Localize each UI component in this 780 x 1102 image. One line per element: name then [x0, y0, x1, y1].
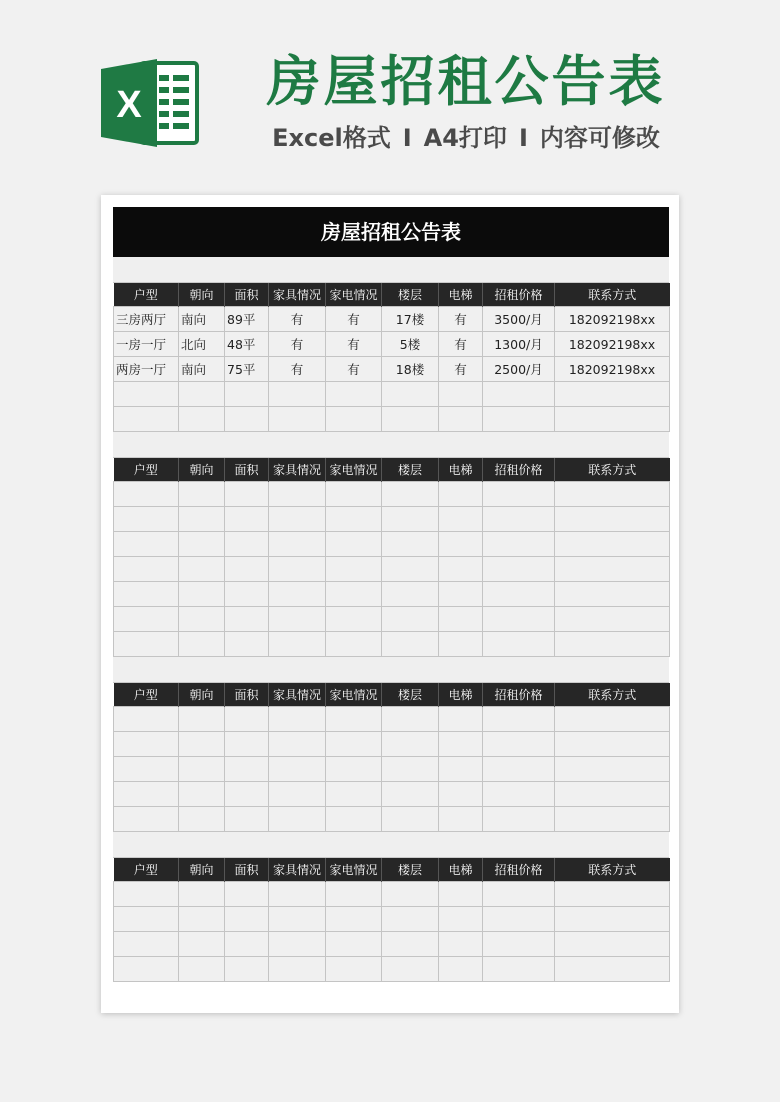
table-cell[interactable]: [483, 482, 555, 507]
table-cell[interactable]: 有: [439, 357, 483, 382]
table-cell[interactable]: [483, 557, 555, 582]
table-cell[interactable]: [483, 507, 555, 532]
table-cell[interactable]: [225, 707, 269, 732]
table-cell[interactable]: [114, 482, 179, 507]
table-cell[interactable]: 一房一厅: [114, 332, 179, 357]
spreadsheet: [113, 207, 669, 982]
subtitle-editable: 内容可修改: [539, 124, 660, 152]
table-cell[interactable]: [179, 557, 225, 582]
table-cell[interactable]: [326, 782, 382, 807]
rental-table: [113, 458, 670, 657]
column-header: 朝向: [179, 683, 225, 707]
table-cell[interactable]: [326, 707, 382, 732]
subtitle-separator: I: [518, 124, 528, 152]
column-header: 家电情况: [326, 858, 382, 882]
table-cell[interactable]: [326, 757, 382, 782]
table-cell[interactable]: [179, 407, 225, 432]
table-cell[interactable]: [114, 732, 179, 757]
column-header: 户型: [114, 683, 179, 707]
column-header: 家电情况: [326, 458, 382, 482]
table-cell[interactable]: 有: [269, 332, 326, 357]
column-header: 户型: [114, 458, 179, 482]
table-cell[interactable]: [382, 907, 439, 932]
column-header: 朝向: [179, 858, 225, 882]
table-cell[interactable]: [225, 507, 269, 532]
table-header-row: [114, 458, 670, 482]
table-cell[interactable]: 3500/月: [483, 307, 555, 332]
table-cell[interactable]: 南向: [179, 307, 225, 332]
table-cell[interactable]: [555, 382, 670, 407]
table-cell[interactable]: [179, 907, 225, 932]
table-row: [114, 407, 670, 432]
table-cell[interactable]: [114, 807, 179, 832]
table-cell[interactable]: [555, 757, 670, 782]
table-cell[interactable]: [114, 582, 179, 607]
table-cell[interactable]: 北向: [179, 332, 225, 357]
table-header-row: [114, 858, 670, 882]
table-cell[interactable]: [382, 757, 439, 782]
page-subtitle: [256, 122, 676, 154]
table-cell[interactable]: [555, 607, 670, 632]
table-cell[interactable]: 有: [439, 332, 483, 357]
column-header: 联系方式: [555, 858, 670, 882]
column-header: 楼层: [382, 858, 439, 882]
rental-table: [113, 858, 670, 982]
table-cell[interactable]: [382, 557, 439, 582]
table-row: [114, 632, 670, 657]
subtitle-format: Excel格式: [272, 124, 391, 152]
table-cell[interactable]: [439, 807, 483, 832]
table-cell[interactable]: [179, 807, 225, 832]
column-header: 联系方式: [555, 683, 670, 707]
table-row: [114, 332, 670, 357]
table-cell[interactable]: [114, 382, 179, 407]
table-cell[interactable]: [326, 882, 382, 907]
table-cell[interactable]: [269, 582, 326, 607]
section-spacer: [113, 657, 669, 683]
table-cell[interactable]: [114, 932, 179, 957]
table-cell[interactable]: [483, 957, 555, 982]
table-cell[interactable]: [114, 882, 179, 907]
table-cell[interactable]: 48平: [225, 332, 269, 357]
table-cell[interactable]: [269, 632, 326, 657]
table-cell[interactable]: [439, 757, 483, 782]
table-cell[interactable]: [555, 707, 670, 732]
table-cell[interactable]: [555, 482, 670, 507]
table-cell[interactable]: [382, 632, 439, 657]
subtitle-print: A4打印: [423, 124, 507, 152]
table-cell[interactable]: 有: [326, 357, 382, 382]
table-cell[interactable]: [179, 882, 225, 907]
column-header: 家具情况: [269, 858, 326, 882]
table-row: [114, 382, 670, 407]
table-cell[interactable]: [382, 582, 439, 607]
column-header: 电梯: [439, 283, 483, 307]
column-header: 电梯: [439, 458, 483, 482]
table-cell[interactable]: [225, 582, 269, 607]
table-cell[interactable]: [179, 732, 225, 757]
table-row: [114, 907, 670, 932]
rental-table: [113, 683, 670, 832]
table-cell[interactable]: [555, 407, 670, 432]
column-header: 招租价格: [483, 283, 555, 307]
table-cell[interactable]: [555, 732, 670, 757]
table-cell[interactable]: [269, 757, 326, 782]
table-row: [114, 507, 670, 532]
table-cell[interactable]: [179, 507, 225, 532]
table-cell[interactable]: [326, 907, 382, 932]
table-cell[interactable]: [483, 407, 555, 432]
table-cell[interactable]: [439, 782, 483, 807]
table-cell[interactable]: [269, 532, 326, 557]
table-cell[interactable]: [555, 782, 670, 807]
column-header: 电梯: [439, 858, 483, 882]
table-row: [114, 807, 670, 832]
table-cell[interactable]: [439, 932, 483, 957]
table-cell[interactable]: 有: [269, 357, 326, 382]
column-header: 招租价格: [483, 458, 555, 482]
table-cell[interactable]: [179, 632, 225, 657]
table-cell[interactable]: [439, 482, 483, 507]
table-cell[interactable]: [555, 957, 670, 982]
table-cell[interactable]: [326, 932, 382, 957]
table-cell[interactable]: [225, 957, 269, 982]
table-cell[interactable]: [114, 557, 179, 582]
table-row: [114, 582, 670, 607]
column-header: 招租价格: [483, 683, 555, 707]
table-cell[interactable]: [269, 807, 326, 832]
table-row: [114, 732, 670, 757]
table-cell[interactable]: [269, 607, 326, 632]
table-cell[interactable]: [326, 482, 382, 507]
table-cell[interactable]: [483, 707, 555, 732]
column-header: 家电情况: [326, 283, 382, 307]
table-header-row: [114, 283, 670, 307]
table-cell[interactable]: [326, 557, 382, 582]
table-cell[interactable]: [114, 607, 179, 632]
table-cell[interactable]: [439, 957, 483, 982]
table-cell[interactable]: [382, 532, 439, 557]
table-cell[interactable]: [483, 607, 555, 632]
table-cell[interactable]: [179, 957, 225, 982]
table-cell[interactable]: 有: [326, 307, 382, 332]
table-cell[interactable]: 有: [269, 307, 326, 332]
table-cell[interactable]: [439, 882, 483, 907]
table-cell[interactable]: 2500/月: [483, 357, 555, 382]
table-cell[interactable]: [225, 532, 269, 557]
table-cell[interactable]: [382, 607, 439, 632]
table-cell[interactable]: [114, 407, 179, 432]
table-cell[interactable]: 三房两厅: [114, 307, 179, 332]
table-cell[interactable]: [555, 632, 670, 657]
table-cell[interactable]: 5楼: [382, 332, 439, 357]
table-row: [114, 532, 670, 557]
column-header: 联系方式: [555, 283, 670, 307]
table-cell[interactable]: 182092198xx: [555, 332, 670, 357]
column-header: 招租价格: [483, 858, 555, 882]
table-cell[interactable]: [179, 707, 225, 732]
table-cell[interactable]: [179, 532, 225, 557]
table-cell[interactable]: [439, 582, 483, 607]
excel-logo-icon: [101, 57, 199, 149]
table-row: [114, 357, 670, 382]
column-header: 朝向: [179, 458, 225, 482]
column-header: 户型: [114, 283, 179, 307]
rental-table: [113, 283, 670, 432]
subtitle-separator: I: [402, 124, 412, 152]
table-cell[interactable]: [382, 882, 439, 907]
table-cell[interactable]: [483, 932, 555, 957]
table-cell[interactable]: [382, 932, 439, 957]
table-cell[interactable]: [555, 932, 670, 957]
column-header: 面积: [225, 858, 269, 882]
table-cell[interactable]: [439, 382, 483, 407]
table-cell[interactable]: [439, 407, 483, 432]
table-cell[interactable]: [382, 807, 439, 832]
table-cell[interactable]: [269, 782, 326, 807]
table-cell[interactable]: [439, 507, 483, 532]
table-cell[interactable]: [225, 382, 269, 407]
table-cell[interactable]: [555, 507, 670, 532]
table-row: [114, 557, 670, 582]
table-cell[interactable]: [179, 482, 225, 507]
column-header: 联系方式: [555, 458, 670, 482]
table-cell[interactable]: [326, 957, 382, 982]
column-header: 电梯: [439, 683, 483, 707]
table-cell[interactable]: [114, 907, 179, 932]
table-cell[interactable]: [555, 557, 670, 582]
column-header: 面积: [225, 458, 269, 482]
column-header: 户型: [114, 858, 179, 882]
table-cell[interactable]: [269, 382, 326, 407]
table-cell[interactable]: 南向: [179, 357, 225, 382]
table-cell[interactable]: [483, 582, 555, 607]
table-cell[interactable]: [179, 382, 225, 407]
table-row: [114, 482, 670, 507]
table-cell[interactable]: [382, 732, 439, 757]
table-cell[interactable]: [555, 882, 670, 907]
table-cell[interactable]: 89平: [225, 307, 269, 332]
table-cell[interactable]: [114, 782, 179, 807]
table-row: [114, 957, 670, 982]
table-cell[interactable]: [439, 907, 483, 932]
table-cell[interactable]: [269, 957, 326, 982]
table-cell[interactable]: [269, 732, 326, 757]
table-cell[interactable]: 182092198xx: [555, 357, 670, 382]
table-cell[interactable]: [483, 732, 555, 757]
table-cell[interactable]: [269, 407, 326, 432]
table-cell[interactable]: [382, 707, 439, 732]
table-cell[interactable]: [326, 582, 382, 607]
table-row: [114, 932, 670, 957]
table-cell[interactable]: [225, 632, 269, 657]
column-header: 面积: [225, 683, 269, 707]
page-title: 房屋招租公告表: [266, 50, 666, 113]
section-spacer: [113, 257, 669, 283]
table-cell[interactable]: [114, 757, 179, 782]
table-cell[interactable]: [225, 932, 269, 957]
sheet-title: 房屋招租公告表: [113, 207, 669, 257]
paper-sheet: [101, 195, 679, 1013]
column-header: 家电情况: [326, 683, 382, 707]
table-cell[interactable]: [326, 732, 382, 757]
table-cell[interactable]: [483, 382, 555, 407]
table-cell[interactable]: [179, 607, 225, 632]
table-cell[interactable]: [225, 907, 269, 932]
table-cell[interactable]: [439, 532, 483, 557]
table-cell[interactable]: [179, 782, 225, 807]
table-cell[interactable]: [326, 807, 382, 832]
column-header: 楼层: [382, 683, 439, 707]
table-cell[interactable]: [225, 757, 269, 782]
table-cell[interactable]: [483, 632, 555, 657]
table-cell[interactable]: [382, 507, 439, 532]
table-cell[interactable]: [382, 407, 439, 432]
table-cell[interactable]: [179, 932, 225, 957]
table-cell[interactable]: [225, 557, 269, 582]
table-row: [114, 307, 670, 332]
section-spacer: [113, 832, 669, 858]
table-cell[interactable]: [114, 632, 179, 657]
table-cell[interactable]: [179, 582, 225, 607]
table-cell[interactable]: 有: [439, 307, 483, 332]
table-cell[interactable]: [483, 807, 555, 832]
table-cell[interactable]: [555, 907, 670, 932]
table-cell[interactable]: [382, 482, 439, 507]
table-cell[interactable]: [269, 907, 326, 932]
table-cell[interactable]: [269, 557, 326, 582]
table-cell[interactable]: [483, 532, 555, 557]
section-spacer: [113, 432, 669, 458]
table-cell[interactable]: [382, 782, 439, 807]
table-row: [114, 757, 670, 782]
table-row: [114, 782, 670, 807]
table-cell[interactable]: [114, 532, 179, 557]
table-cell[interactable]: 有: [326, 332, 382, 357]
column-header: 楼层: [382, 458, 439, 482]
table-cell[interactable]: [382, 382, 439, 407]
column-header: 家具情况: [269, 458, 326, 482]
column-header: 家具情况: [269, 283, 326, 307]
table-cell[interactable]: [326, 407, 382, 432]
column-header: 家具情况: [269, 683, 326, 707]
table-cell[interactable]: [555, 532, 670, 557]
table-cell[interactable]: [269, 707, 326, 732]
table-header-row: [114, 683, 670, 707]
table-cell[interactable]: [225, 732, 269, 757]
table-row: [114, 707, 670, 732]
table-cell[interactable]: [483, 757, 555, 782]
table-cell[interactable]: 18楼: [382, 357, 439, 382]
table-cell[interactable]: [114, 707, 179, 732]
table-cell[interactable]: 17楼: [382, 307, 439, 332]
table-cell[interactable]: [269, 932, 326, 957]
column-header: 朝向: [179, 283, 225, 307]
table-cell[interactable]: [483, 882, 555, 907]
table-cell[interactable]: 1300/月: [483, 332, 555, 357]
table-cell[interactable]: [114, 507, 179, 532]
table-cell[interactable]: [225, 607, 269, 632]
table-cell[interactable]: [439, 732, 483, 757]
table-row: [114, 882, 670, 907]
table-cell[interactable]: [326, 607, 382, 632]
table-cell[interactable]: [483, 782, 555, 807]
table-cell[interactable]: [179, 757, 225, 782]
table-cell[interactable]: [326, 532, 382, 557]
table-cell[interactable]: [326, 382, 382, 407]
table-cell[interactable]: [439, 557, 483, 582]
excel-logo-letter: X: [116, 84, 142, 126]
table-cell[interactable]: [225, 807, 269, 832]
table-cell[interactable]: [555, 582, 670, 607]
table-cell[interactable]: 182092198xx: [555, 307, 670, 332]
table-cell[interactable]: [225, 407, 269, 432]
column-header: 面积: [225, 283, 269, 307]
table-cell[interactable]: [269, 882, 326, 907]
table-cell[interactable]: 75平: [225, 357, 269, 382]
table-cell[interactable]: [382, 957, 439, 982]
table-cell[interactable]: [269, 507, 326, 532]
table-cell[interactable]: [483, 907, 555, 932]
table-cell[interactable]: [439, 607, 483, 632]
table-cell[interactable]: [225, 482, 269, 507]
table-cell[interactable]: [269, 482, 326, 507]
table-cell[interactable]: 两房一厅: [114, 357, 179, 382]
column-header: 楼层: [382, 283, 439, 307]
table-cell[interactable]: [439, 707, 483, 732]
table-cell[interactable]: [326, 507, 382, 532]
table-cell[interactable]: [326, 632, 382, 657]
table-cell[interactable]: [555, 807, 670, 832]
table-cell[interactable]: [225, 882, 269, 907]
table-cell[interactable]: [225, 782, 269, 807]
table-row: [114, 607, 670, 632]
table-cell[interactable]: [114, 957, 179, 982]
table-cell[interactable]: [439, 632, 483, 657]
